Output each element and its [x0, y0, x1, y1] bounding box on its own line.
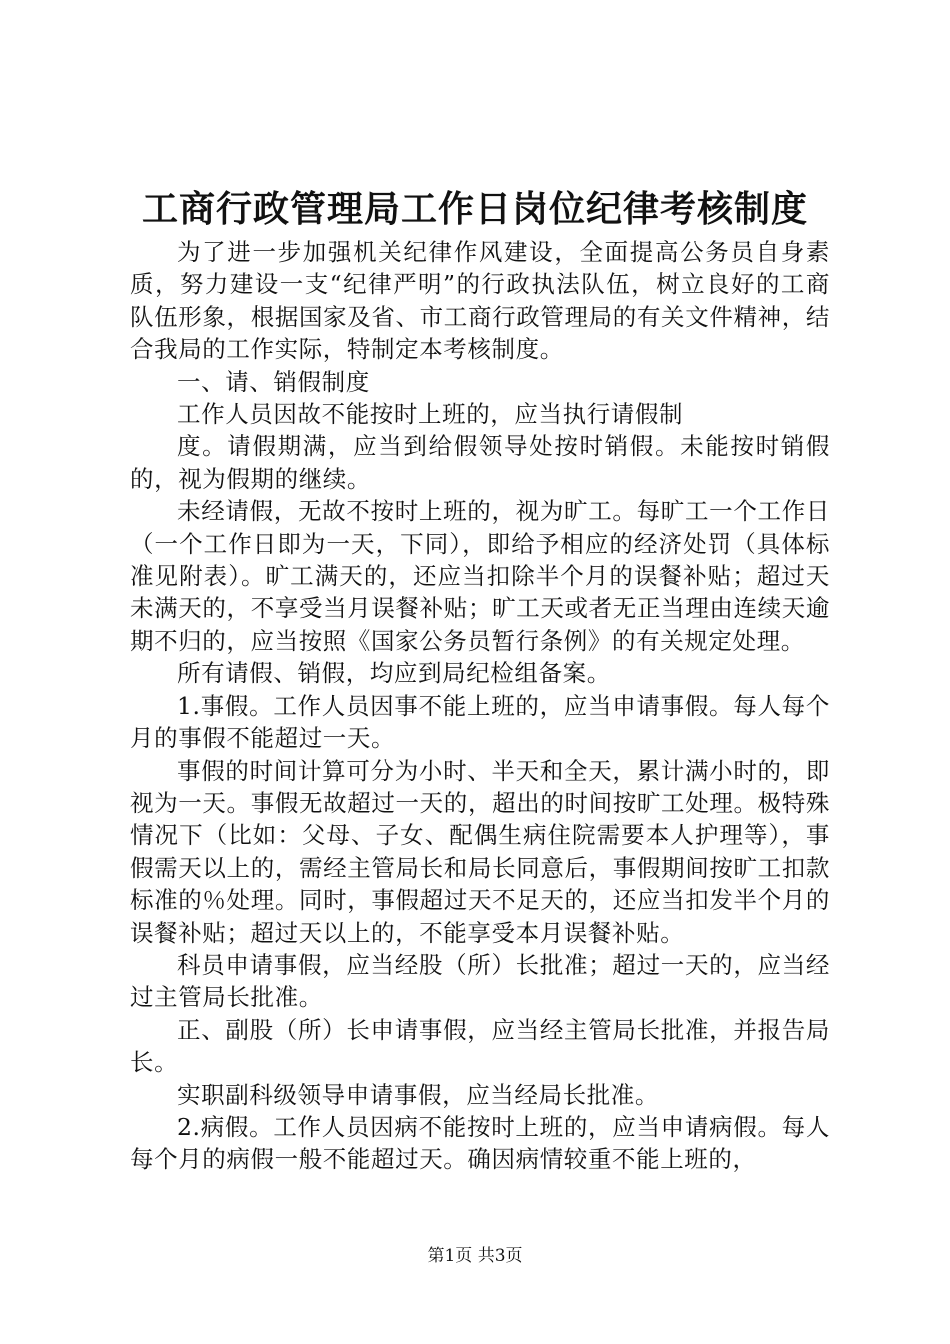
section-heading: 一、请、销假制度: [177, 367, 370, 396]
paragraph: 度。请假期满，应当到给假领导处按时销假。未能按时销假的，视为假期的继续。: [130, 432, 830, 493]
page-number: 第1页 共3页: [427, 1246, 523, 1266]
paragraph: 2.病假。工作人员因病不能按时上班的，应当申请病假。每人每个月的病假一般不能超过天。确因病情较重不能上班的，: [130, 1112, 830, 1174]
paragraph: 为了进一步加强机关纪律作风建设，全面提高公务员自身素质，努力建设一支“纪律严明”的行政执法队伍，树立良好的工商队伍形象，根据国家及省、市工商行政管理局的有关文件精神，结合我局的工作实际，特制定本考核制度。: [130, 238, 830, 364]
paragraph: 科员申请事假，应当经股（所）长批准；超过一天的，应当经过主管局长批准。: [130, 950, 830, 1012]
document-title: 工商行政管理局工作日岗位纪律考核制度: [141, 188, 808, 230]
document-body: [130, 236, 830, 1176]
paragraph: 事假的时间计算可分为小时、半天和全天，累计满小时的，即视为一天。事假无故超过一天的，超出的时间按旷工处理。极特殊情况下（比如：父母、子女、配偶生病住院需要本人护理等），事假需天以上的，需经主管局长和局长同意后，事假期间按旷工扣款标准的％处理。同时，事假超过天不足天的，还应当扣发半个月的误餐补贴；超过天以上的，不能享受本月误餐补贴。: [130, 756, 830, 947]
paragraph: 所有请假、销假，均应到局纪检组备案。: [177, 659, 611, 688]
paragraph: 工作人员因故不能按时上班的，应当执行请假制: [177, 400, 684, 429]
paragraph: 实职副科级领导申请事假，应当经局长批准。: [177, 1080, 659, 1109]
paragraph: 未经请假，无故不按时上班的，视为旷工。每旷工一个工作日（一个工作日即为一天，下同），即给予相应的经济处罚（具体标准见附表）。旷工满天的，还应当扣除半个月的误餐补贴；超过天未满天的，不享受当月误餐补贴；旷工天或者无正当理由连续天逾期不归的，应当按照《国家公务员暂行条例》的有关规定处理。: [130, 497, 830, 655]
paragraph: 1.事假。工作人员因事不能上班的，应当申请事假。每人每个月的事假不能超过一天。: [130, 691, 830, 753]
paragraph: 正、副股（所）长申请事假，应当经主管局长批准，并报告局长。: [130, 1015, 830, 1077]
